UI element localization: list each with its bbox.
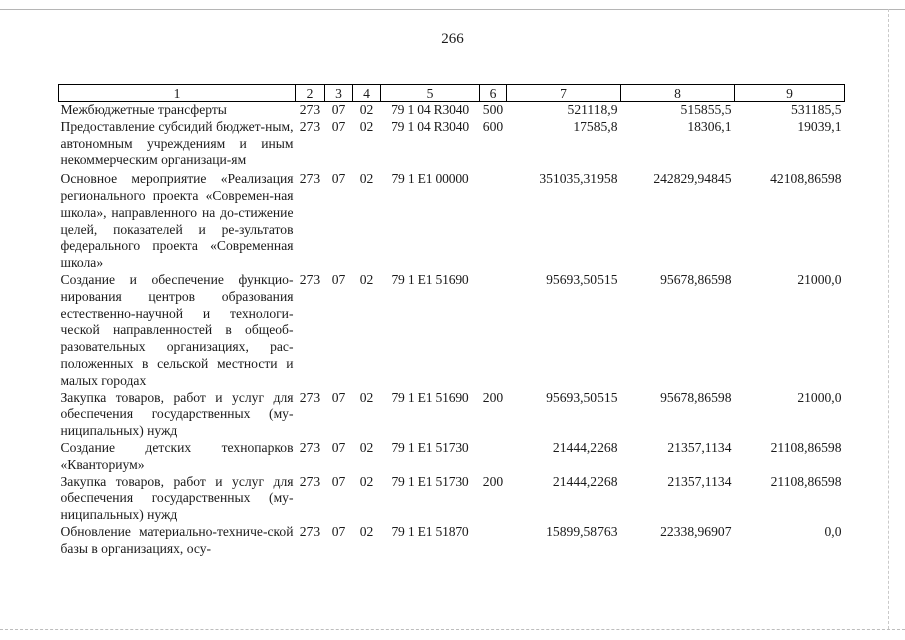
table-row	[59, 390, 845, 440]
row-section-code: 07	[331, 102, 346, 117]
row-amount-col7: 17585,8	[573, 118, 618, 134]
row-amount-col7: 95693,50515	[546, 271, 618, 287]
table-row	[59, 272, 845, 390]
row-amount-col9: 21000,0	[797, 271, 842, 287]
row-expense-type: 500	[482, 102, 504, 117]
row-name: Закупка товаров, работ и услуг для обеспечения государственных (му-ниципальных) нужд	[60, 389, 294, 439]
column-header: 5	[381, 85, 480, 102]
row-ministry-code: 273	[299, 102, 321, 117]
row-amount-col7: 15899,58763	[546, 523, 618, 539]
row-target-article: 79 1 E1 51730	[391, 439, 469, 455]
column-header: 3	[325, 85, 353, 102]
row-expense-type	[480, 169, 507, 272]
column-header: 4	[353, 85, 381, 102]
table-row	[59, 524, 845, 558]
row-section-code: 07	[331, 473, 346, 489]
column-header: 2	[296, 85, 325, 102]
row-target-article: 79 1 E1 51870	[391, 523, 469, 539]
column-header: 8	[621, 85, 735, 102]
row-name: Межбюджетные трансферты	[60, 102, 227, 117]
column-header: 9	[735, 85, 845, 102]
row-amount-col8: 18306,1	[687, 118, 732, 134]
row-amount-col8: 21357,1134	[667, 439, 732, 455]
row-section-code: 07	[331, 271, 346, 287]
row-expense-type	[480, 272, 507, 390]
row-subsection-code: 02	[359, 523, 374, 539]
column-header: 1	[59, 85, 296, 102]
row-amount-col8: 95678,86598	[660, 389, 732, 405]
row-subsection-code: 02	[359, 389, 374, 405]
row-section-code: 07	[331, 439, 346, 455]
table-row	[59, 119, 845, 169]
row-subsection-code: 02	[359, 271, 374, 287]
row-name: Создание и обеспечение функцио-нирования центров образования естественно-научной и технологи-ческой направленностей в общеоб-разовательных организациях, рас-положенных в сельской местности и малых городах	[60, 271, 294, 388]
scan-edge-top	[0, 9, 905, 10]
table-row	[59, 474, 845, 524]
row-amount-col9: 21108,86598	[770, 473, 842, 489]
table-header-row	[59, 85, 845, 102]
row-target-article: 79 1 E1 51730	[391, 473, 469, 489]
scan-edge-bottom	[0, 629, 905, 630]
row-section-code: 07	[331, 118, 346, 134]
row-target-article: 79 1 E1 51690	[391, 271, 469, 287]
row-subsection-code: 02	[359, 473, 374, 489]
row-expense-type	[480, 524, 507, 558]
row-expense-type: 200	[482, 473, 504, 489]
column-header: 7	[507, 85, 621, 102]
row-ministry-code: 273	[299, 473, 321, 489]
table-row	[59, 440, 845, 474]
row-name: Предоставление субсидий бюджет-ным, автономным учреждениям и иным некоммерческим организаци-ям	[60, 118, 294, 168]
row-ministry-code: 273	[299, 439, 321, 455]
row-amount-col7: 351035,31958	[539, 171, 618, 187]
row-ministry-code: 273	[299, 523, 321, 539]
column-header: 6	[480, 85, 507, 102]
row-ministry-code: 273	[299, 171, 321, 187]
row-section-code: 07	[331, 523, 346, 539]
row-name: Обновление материально-техниче-ской базы в организациях, осу-	[60, 523, 294, 556]
row-name: Закупка товаров, работ и услуг для обеспечения государственных (му-ниципальных) нужд	[60, 473, 294, 523]
row-subsection-code: 02	[359, 118, 374, 134]
row-amount-col7: 95693,50515	[546, 389, 618, 405]
row-expense-type	[480, 440, 507, 474]
row-amount-col7: 21444,2268	[552, 439, 618, 455]
row-amount-col9: 531185,5	[791, 102, 842, 117]
row-expense-type: 600	[482, 118, 504, 134]
row-section-code: 07	[331, 389, 346, 405]
row-target-article: 79 1 04 R3040	[391, 102, 469, 117]
row-expense-type: 200	[482, 389, 504, 405]
row-amount-col8: 242829,94845	[653, 171, 732, 187]
row-target-article: 79 1 E1 51690	[391, 389, 469, 405]
row-amount-col7: 21444,2268	[552, 473, 618, 489]
budget-table	[58, 84, 845, 558]
table-row	[59, 102, 845, 119]
page-number: 266	[441, 31, 464, 47]
row-amount-col8: 21357,1134	[667, 473, 732, 489]
row-amount-col8: 95678,86598	[660, 271, 732, 287]
table-row	[59, 169, 845, 272]
row-ministry-code: 273	[299, 271, 321, 287]
row-subsection-code: 02	[359, 102, 374, 117]
row-name: Основное мероприятие «Реализация регионального проекта «Современ-ная школа», направленного на до-стижение целей, показателей и ре-зультатов федерального проекта «Современная школа»	[60, 171, 294, 271]
row-name: Создание детских технопарков «Кванториум»	[60, 439, 294, 472]
row-amount-col8: 22338,96907	[660, 523, 732, 539]
row-amount-col9: 0,0	[824, 523, 842, 539]
row-ministry-code: 273	[299, 389, 321, 405]
row-amount-col9: 42108,86598	[770, 171, 842, 187]
row-amount-col9: 21108,86598	[770, 439, 842, 455]
row-subsection-code: 02	[359, 171, 374, 187]
row-target-article: 79 1 E1 00000	[391, 171, 469, 187]
row-section-code: 07	[331, 171, 346, 187]
row-subsection-code: 02	[359, 439, 374, 455]
row-amount-col9: 21000,0	[797, 389, 842, 405]
row-ministry-code: 273	[299, 118, 321, 134]
row-target-article: 79 1 04 R3040	[391, 118, 469, 134]
row-amount-col8: 515855,5	[680, 102, 732, 117]
row-amount-col9: 19039,1	[797, 118, 842, 134]
row-amount-col7: 521118,9	[567, 102, 618, 117]
scan-edge-right	[888, 9, 889, 629]
